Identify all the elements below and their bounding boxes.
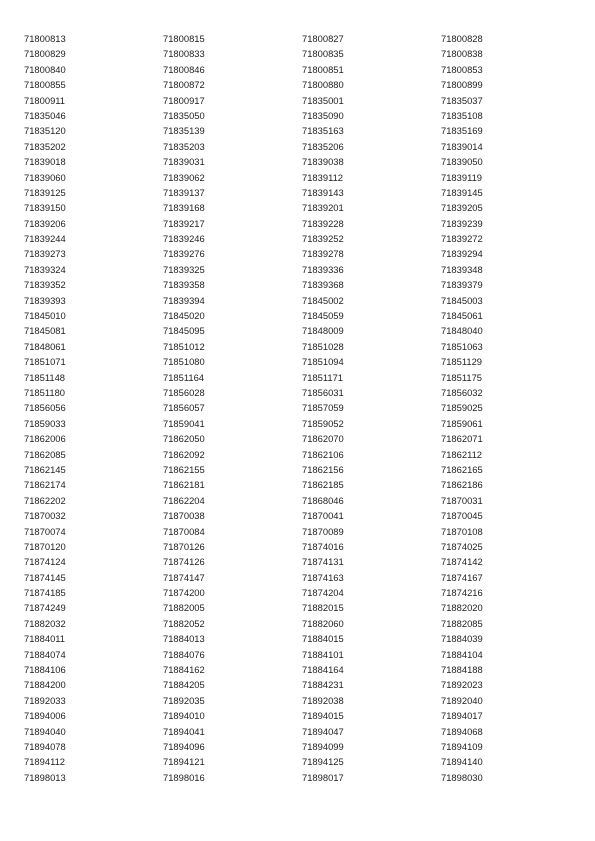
number-cell: 71884011 bbox=[24, 633, 66, 645]
number-cell: 71835169 bbox=[441, 125, 483, 137]
number-cell: 71892033 bbox=[24, 694, 66, 706]
number-cell: 71851012 bbox=[163, 340, 205, 352]
number-cell: 71862181 bbox=[163, 479, 205, 491]
number-cell: 71845002 bbox=[302, 294, 344, 306]
number-cell: 71851164 bbox=[163, 371, 205, 383]
number-cell: 71839294 bbox=[441, 248, 483, 260]
number-cell: 71835046 bbox=[24, 109, 66, 121]
list-row bbox=[24, 708, 584, 723]
list-row bbox=[24, 293, 584, 308]
number-cell: 71862070 bbox=[302, 433, 344, 445]
number-cell: 71839119 bbox=[441, 171, 483, 183]
number-cell: 71800846 bbox=[163, 63, 205, 75]
number-cell: 71839205 bbox=[441, 202, 483, 214]
number-cell: 71851028 bbox=[302, 340, 344, 352]
number-cell: 71839201 bbox=[302, 202, 344, 214]
number-cell: 71839018 bbox=[24, 156, 66, 168]
number-cell: 71851063 bbox=[441, 340, 483, 352]
list-row bbox=[24, 447, 584, 462]
number-cell: 71835037 bbox=[441, 94, 483, 106]
number-cell: 71884074 bbox=[24, 648, 66, 660]
number-cell: 71835206 bbox=[302, 140, 344, 152]
number-cell: 71884076 bbox=[163, 648, 205, 660]
number-cell: 71874249 bbox=[24, 602, 66, 614]
number-cell: 71859041 bbox=[163, 417, 205, 429]
list-row bbox=[24, 123, 584, 138]
list-row bbox=[24, 262, 584, 277]
list-row bbox=[24, 416, 584, 431]
number-cell: 71835050 bbox=[163, 109, 205, 121]
number-cell: 71882015 bbox=[302, 602, 344, 614]
number-cell: 71862186 bbox=[441, 479, 483, 491]
number-cell: 71870045 bbox=[441, 510, 483, 522]
number-cell: 71870041 bbox=[302, 510, 344, 522]
list-row bbox=[24, 385, 584, 400]
number-cell: 71894109 bbox=[441, 740, 483, 752]
number-cell: 71892035 bbox=[163, 694, 205, 706]
list-row bbox=[24, 246, 584, 261]
number-cell: 71800815 bbox=[163, 33, 205, 44]
number-cell: 71892023 bbox=[441, 679, 483, 691]
number-cell: 71882032 bbox=[24, 617, 66, 629]
number-cell: 71884188 bbox=[441, 664, 483, 676]
number-cell: 71859025 bbox=[441, 402, 483, 414]
list-row bbox=[24, 170, 584, 185]
number-cell: 71884106 bbox=[24, 664, 66, 676]
number-cell: 71800911 bbox=[24, 94, 66, 106]
number-cell: 71898030 bbox=[441, 771, 483, 783]
number-cell: 71857059 bbox=[302, 402, 344, 414]
number-cell: 71862145 bbox=[24, 463, 66, 475]
number-cell: 71839325 bbox=[163, 263, 205, 275]
number-cell: 71870032 bbox=[24, 510, 66, 522]
number-cell: 71800833 bbox=[163, 48, 205, 60]
number-cell: 71835163 bbox=[302, 125, 344, 137]
number-cell: 71894112 bbox=[24, 756, 66, 768]
number-cell: 71845095 bbox=[163, 325, 205, 337]
number-cell: 71839137 bbox=[163, 186, 205, 198]
list-row bbox=[24, 647, 584, 662]
number-cell: 71884205 bbox=[163, 679, 205, 691]
number-cell: 71856028 bbox=[163, 386, 205, 398]
number-cell: 71898013 bbox=[24, 771, 66, 783]
list-row bbox=[24, 554, 584, 569]
list-row bbox=[24, 524, 584, 539]
number-cell: 71835090 bbox=[302, 109, 344, 121]
number-cell: 71884013 bbox=[163, 633, 205, 645]
number-cell: 71800828 bbox=[441, 33, 483, 44]
number-cell: 71800917 bbox=[163, 94, 205, 106]
number-cell: 71882020 bbox=[441, 602, 483, 614]
number-cell: 71870084 bbox=[163, 525, 205, 537]
number-cell: 71839246 bbox=[163, 233, 205, 245]
number-cell: 71870108 bbox=[441, 525, 483, 537]
number-cell: 71874016 bbox=[302, 540, 344, 552]
list-row bbox=[24, 739, 584, 754]
number-cell: 71800899 bbox=[441, 79, 483, 91]
number-cell: 71800813 bbox=[24, 33, 66, 44]
number-cell: 71884101 bbox=[302, 648, 344, 660]
number-cell: 71884231 bbox=[302, 679, 344, 691]
list-row bbox=[24, 677, 584, 692]
list-row bbox=[24, 508, 584, 523]
number-cell: 71800840 bbox=[24, 63, 66, 75]
number-cell: 71839168 bbox=[163, 202, 205, 214]
number-cell: 71894041 bbox=[163, 725, 205, 737]
list-row bbox=[24, 308, 584, 323]
list-row bbox=[24, 108, 584, 123]
number-cell: 71894140 bbox=[441, 756, 483, 768]
number-cell: 71845081 bbox=[24, 325, 66, 337]
number-cell: 71894099 bbox=[302, 740, 344, 752]
number-cell: 71835139 bbox=[163, 125, 205, 137]
number-cell: 71845010 bbox=[24, 310, 66, 322]
number-cell: 71839038 bbox=[302, 156, 344, 168]
list-row bbox=[24, 93, 584, 108]
number-cell: 71839394 bbox=[163, 294, 205, 306]
number-cell: 71800855 bbox=[24, 79, 66, 91]
number-cell: 71862071 bbox=[441, 433, 483, 445]
number-cell: 71874131 bbox=[302, 556, 344, 568]
list-row bbox=[24, 231, 584, 246]
list-row bbox=[24, 370, 584, 385]
number-cell: 71882052 bbox=[163, 617, 205, 629]
number-cell: 71851080 bbox=[163, 356, 205, 368]
number-cell: 71862112 bbox=[441, 448, 483, 460]
number-cell: 71874142 bbox=[441, 556, 483, 568]
number-cell: 71839060 bbox=[24, 171, 66, 183]
number-cell: 71835001 bbox=[302, 94, 344, 106]
number-cell: 71800827 bbox=[302, 33, 344, 44]
list-row bbox=[24, 185, 584, 200]
number-cell: 71839273 bbox=[24, 248, 66, 260]
number-cell: 71856057 bbox=[163, 402, 205, 414]
number-cell: 71862085 bbox=[24, 448, 66, 460]
number-cell: 71856031 bbox=[302, 386, 344, 398]
number-cell: 71839276 bbox=[163, 248, 205, 260]
list-row bbox=[24, 770, 584, 785]
number-cell: 71862006 bbox=[24, 433, 66, 445]
number-cell: 71859052 bbox=[302, 417, 344, 429]
number-cell: 71882085 bbox=[441, 617, 483, 629]
list-row bbox=[24, 139, 584, 154]
number-cell: 71894125 bbox=[302, 756, 344, 768]
number-cell: 71894040 bbox=[24, 725, 66, 737]
number-cell: 71839143 bbox=[302, 186, 344, 198]
number-cell: 71862156 bbox=[302, 463, 344, 475]
number-cell: 71839125 bbox=[24, 186, 66, 198]
number-cell: 71884200 bbox=[24, 679, 66, 691]
number-cell: 71874200 bbox=[163, 587, 205, 599]
list-row bbox=[24, 462, 584, 477]
number-cell: 71862155 bbox=[163, 463, 205, 475]
number-cell: 71862050 bbox=[163, 433, 205, 445]
number-cell: 71800872 bbox=[163, 79, 205, 91]
number-cell: 71839050 bbox=[441, 156, 483, 168]
number-cell: 71835203 bbox=[163, 140, 205, 152]
list-row bbox=[24, 662, 584, 677]
number-cell: 71862204 bbox=[163, 494, 205, 506]
number-cell: 71839278 bbox=[302, 248, 344, 260]
list-row bbox=[24, 570, 584, 585]
number-cell: 71874163 bbox=[302, 571, 344, 583]
number-cell: 71800835 bbox=[302, 48, 344, 60]
number-cell: 71874124 bbox=[24, 556, 66, 568]
number-cell: 71870126 bbox=[163, 540, 205, 552]
list-row bbox=[24, 693, 584, 708]
number-cell: 71851180 bbox=[24, 386, 66, 398]
list-row bbox=[24, 585, 584, 600]
number-cell: 71839324 bbox=[24, 263, 66, 275]
number-cell: 71839112 bbox=[302, 171, 344, 183]
list-row bbox=[24, 493, 584, 508]
number-list bbox=[24, 31, 584, 785]
number-cell: 71868046 bbox=[302, 494, 344, 506]
number-cell: 71839368 bbox=[302, 279, 344, 291]
number-cell: 71839014 bbox=[441, 140, 483, 152]
number-cell: 71874185 bbox=[24, 587, 66, 599]
number-cell: 71848040 bbox=[441, 325, 483, 337]
number-cell: 71839031 bbox=[163, 156, 205, 168]
list-row bbox=[24, 539, 584, 554]
list-row bbox=[24, 46, 584, 61]
number-cell: 71835202 bbox=[24, 140, 66, 152]
number-cell: 71870120 bbox=[24, 540, 66, 552]
number-cell: 71884039 bbox=[441, 633, 483, 645]
list-row bbox=[24, 754, 584, 769]
list-row bbox=[24, 216, 584, 231]
number-cell: 71800829 bbox=[24, 48, 66, 60]
number-cell: 71845061 bbox=[441, 310, 483, 322]
number-cell: 71894015 bbox=[302, 710, 344, 722]
number-cell: 71839272 bbox=[441, 233, 483, 245]
list-row bbox=[24, 400, 584, 415]
number-cell: 71839348 bbox=[441, 263, 483, 275]
number-cell: 71862174 bbox=[24, 479, 66, 491]
number-cell: 71845003 bbox=[441, 294, 483, 306]
number-cell: 71884015 bbox=[302, 633, 344, 645]
list-row bbox=[24, 616, 584, 631]
number-cell: 71884104 bbox=[441, 648, 483, 660]
number-cell: 71882005 bbox=[163, 602, 205, 614]
number-cell: 71839206 bbox=[24, 217, 66, 229]
number-cell: 71839393 bbox=[24, 294, 66, 306]
number-cell: 71839145 bbox=[441, 186, 483, 198]
number-cell: 71894006 bbox=[24, 710, 66, 722]
list-row bbox=[24, 354, 584, 369]
number-cell: 71898017 bbox=[302, 771, 344, 783]
number-cell: 71839358 bbox=[163, 279, 205, 291]
number-cell: 71839062 bbox=[163, 171, 205, 183]
list-row bbox=[24, 31, 584, 46]
number-cell: 71874167 bbox=[441, 571, 483, 583]
number-cell: 71874126 bbox=[163, 556, 205, 568]
number-cell: 71848061 bbox=[24, 340, 66, 352]
list-row bbox=[24, 154, 584, 169]
number-cell: 71874145 bbox=[24, 571, 66, 583]
number-cell: 71839244 bbox=[24, 233, 66, 245]
number-cell: 71839228 bbox=[302, 217, 344, 229]
number-cell: 71884162 bbox=[163, 664, 205, 676]
list-row bbox=[24, 724, 584, 739]
number-cell: 71839379 bbox=[441, 279, 483, 291]
number-cell: 71862092 bbox=[163, 448, 205, 460]
number-cell: 71839239 bbox=[441, 217, 483, 229]
number-cell: 71800880 bbox=[302, 79, 344, 91]
list-row bbox=[24, 631, 584, 646]
number-cell: 71894068 bbox=[441, 725, 483, 737]
number-cell: 71839150 bbox=[24, 202, 66, 214]
number-cell: 71856056 bbox=[24, 402, 66, 414]
number-cell: 71845059 bbox=[302, 310, 344, 322]
number-cell: 71839217 bbox=[163, 217, 205, 229]
number-cell: 71894121 bbox=[163, 756, 205, 768]
number-cell: 71835108 bbox=[441, 109, 483, 121]
number-cell: 71862165 bbox=[441, 463, 483, 475]
number-cell: 71894096 bbox=[163, 740, 205, 752]
list-row bbox=[24, 477, 584, 492]
number-cell: 71839336 bbox=[302, 263, 344, 275]
number-cell: 71874216 bbox=[441, 587, 483, 599]
number-cell: 71898016 bbox=[163, 771, 205, 783]
number-cell: 71892038 bbox=[302, 694, 344, 706]
number-cell: 71870038 bbox=[163, 510, 205, 522]
list-row bbox=[24, 323, 584, 338]
number-cell: 71856032 bbox=[441, 386, 483, 398]
list-row bbox=[24, 431, 584, 446]
number-cell: 71862202 bbox=[24, 494, 66, 506]
number-cell: 71894047 bbox=[302, 725, 344, 737]
number-cell: 71800838 bbox=[441, 48, 483, 60]
number-cell: 71882060 bbox=[302, 617, 344, 629]
number-cell: 71894078 bbox=[24, 740, 66, 752]
number-cell: 71874204 bbox=[302, 587, 344, 599]
number-cell: 71874147 bbox=[163, 571, 205, 583]
number-cell: 71862106 bbox=[302, 448, 344, 460]
number-cell: 71835120 bbox=[24, 125, 66, 137]
number-cell: 71884164 bbox=[302, 664, 344, 676]
number-cell: 71870031 bbox=[441, 494, 483, 506]
list-row bbox=[24, 600, 584, 615]
list-row bbox=[24, 200, 584, 215]
number-cell: 71851171 bbox=[302, 371, 344, 383]
number-cell: 71839252 bbox=[302, 233, 344, 245]
list-row bbox=[24, 62, 584, 77]
number-cell: 71839352 bbox=[24, 279, 66, 291]
number-cell: 71894010 bbox=[163, 710, 205, 722]
number-cell: 71851148 bbox=[24, 371, 66, 383]
number-cell: 71800851 bbox=[302, 63, 344, 75]
number-cell: 71870074 bbox=[24, 525, 66, 537]
number-cell: 71874025 bbox=[441, 540, 483, 552]
list-row bbox=[24, 339, 584, 354]
number-cell: 71892040 bbox=[441, 694, 483, 706]
number-cell: 71851175 bbox=[441, 371, 483, 383]
number-cell: 71851129 bbox=[441, 356, 483, 368]
number-cell: 71800853 bbox=[441, 63, 483, 75]
list-row bbox=[24, 277, 584, 292]
number-cell: 71851094 bbox=[302, 356, 344, 368]
number-cell: 71862185 bbox=[302, 479, 344, 491]
number-cell: 71870089 bbox=[302, 525, 344, 537]
number-cell: 71848009 bbox=[302, 325, 344, 337]
number-cell: 71894017 bbox=[441, 710, 483, 722]
number-cell: 71859061 bbox=[441, 417, 483, 429]
number-cell: 71851071 bbox=[24, 356, 66, 368]
number-cell: 71859033 bbox=[24, 417, 66, 429]
list-row bbox=[24, 77, 584, 92]
number-cell: 71845020 bbox=[163, 310, 205, 322]
